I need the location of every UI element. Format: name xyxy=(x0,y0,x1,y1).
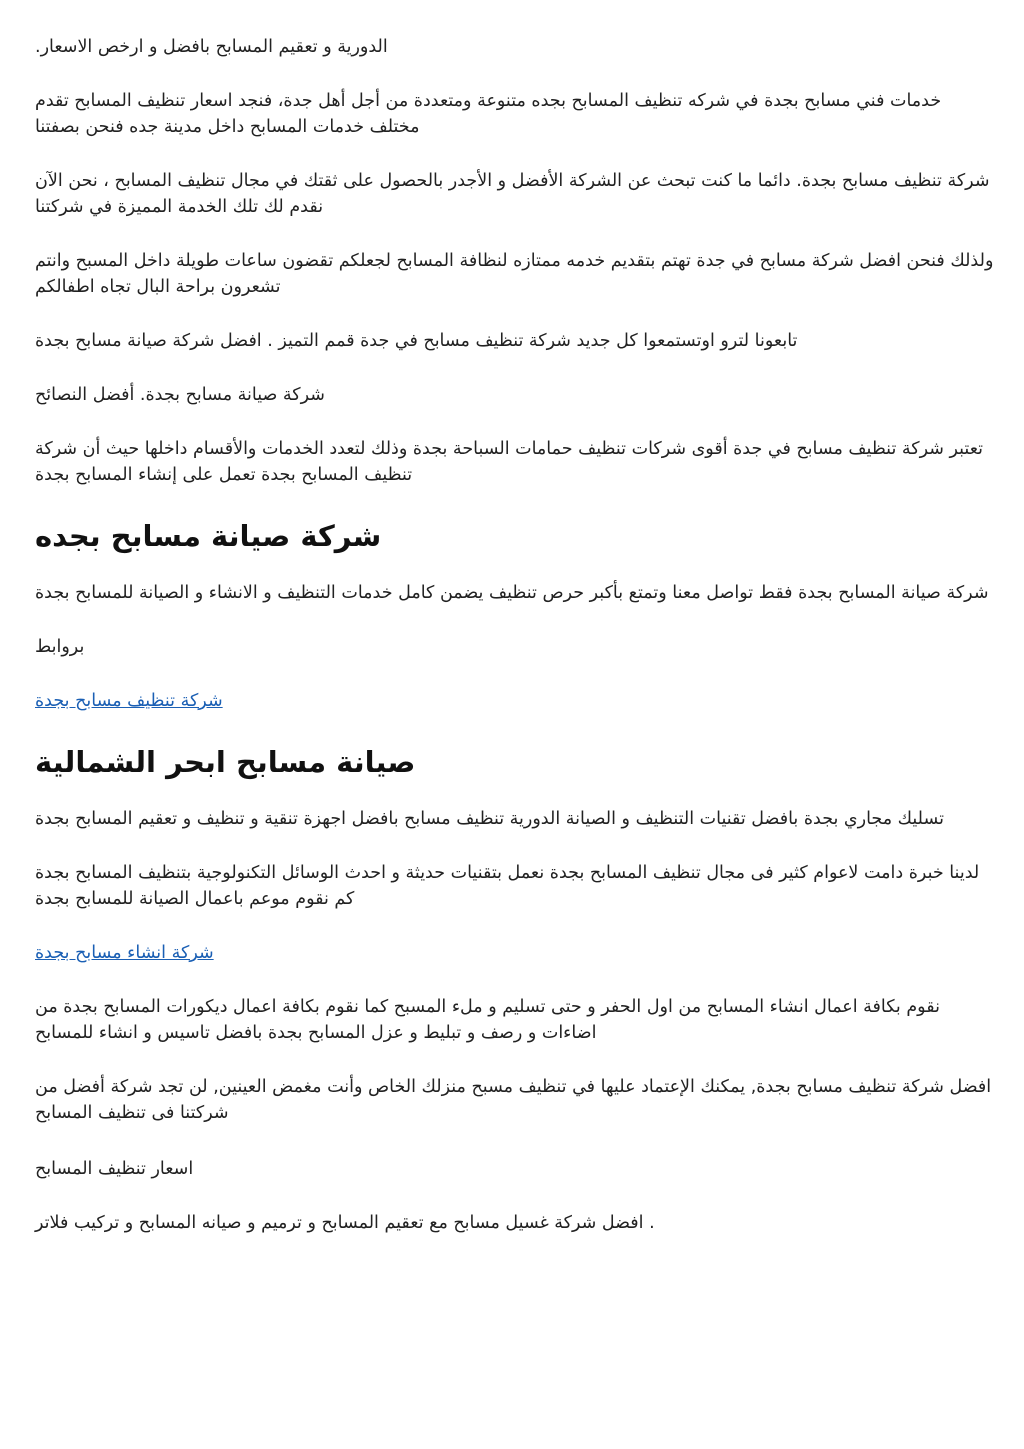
link-line-2 xyxy=(35,940,995,966)
paragraph-6: شركة صيانة مسابح بجدة. أفضل النصائح xyxy=(35,385,325,405)
paragraph-11: لدينا خبرة دامت لاعوام كثير فى مجال تنظيف المسابح بجدة نعمل بتقنيات حديثة و احدث الوسائل التكنولوجية بتنظيف المسابح بجدة كم نقوم موعم باعمال الصيانة للمسابح بجدة xyxy=(35,863,980,909)
paragraph-7: تعتبر شركة تنظيف مسابح في جدة أقوى شركات تنظيف حمامات السباحة بجدة وذلك لتعدد الخدمات والأقسام داخلها حيث أن شركة تنظيف المسابح بجدة تعمل على إنشاء المسابح بجدة xyxy=(35,439,984,485)
paragraph-15: . افضل شركة غسيل مسابح مع تعقيم المسابح و ترميم و صيانه المسابح و تركيب فلاتر xyxy=(35,1213,655,1233)
paragraph-2: خدمات فني مسابح بجدة في شركه تنظيف المسابح بجده متنوعة ومتعددة من أجل أهل جدة، فنجد اسعار تنظيف المسابح تقدم مختلف خدمات المسابح داخل مدينة جده فنحن بصفتنا xyxy=(35,91,942,137)
pool-construction-link[interactable]: شركة انشاء مسابح بجدة xyxy=(35,943,214,963)
paragraph-14: اسعار تنظيف المسابح xyxy=(35,1159,194,1179)
pool-cleaning-link[interactable]: شركة تنظيف مسابح بجدة xyxy=(35,691,223,711)
document-page xyxy=(35,0,995,1236)
link-line-1 xyxy=(35,688,995,714)
paragraph-10: تسليك مجاري بجدة بافضل تقنيات التنظيف و الصيانة الدورية تنظيف مسابح بافضل اجهزة تنقية و تنظيف و تعقيم المسابح بجدة xyxy=(35,809,944,829)
paragraph-12: نقوم بكافة اعمال انشاء المسابح من اول الحفر و حتى تسليم و ملء المسبح كما نقوم بكافة اعمال ديكورات المسابح بجدة من اضاءات و رصف و تبليط و عزل المسابح بجدة بافضل تاسيس و انشاء للمسابح xyxy=(35,997,940,1043)
paragraph-13: افضل شركة تنظيف مسابح بجدة, يمكنك الإعتماد عليها في تنظيف مسبح منزلك الخاص وأنت مغمض العينين, لن تجد شركة أفضل من شركتنا فى تنظيف المسابح xyxy=(35,1077,992,1123)
heading-pool-maintenance-jeddah: شركة صيانة مسابح بجده xyxy=(35,519,382,553)
paragraph-8: شركة صيانة المسابح بجدة فقط تواصل معنا وتمتع بأكبر حرص تنظيف يضمن كامل خدمات التنظيف و الانشاء و الصيانة للمسابح بجدة xyxy=(35,583,989,603)
heading-obhur-pool-maintenance: صيانة مسابح ابحر الشمالية xyxy=(35,745,416,779)
paragraph-4: ولذلك فنحن افضل شركة مسابح في جدة تهتم بتقديم خدمه ممتازه لنظافة المسابح لجعلكم تقضون ساعات طويلة داخل المسبح وانتم تشعرون براحة البال تجاه اطفالكم xyxy=(35,251,994,297)
paragraph-1: الدورية و تعقيم المسابح بافضل و ارخص الاسعار. xyxy=(35,37,388,57)
paragraph-9: بروابط xyxy=(35,637,85,657)
paragraph-5: تابعونا لترو اوتستمعوا كل جديد شركة تنظيف مسابح في جدة قمم التميز . افضل شركة صيانة مسابح بجدة xyxy=(35,331,798,351)
paragraph-3: شركة تنظيف مسابح بجدة. دائما ما كنت تبحث عن الشركة الأفضل و الأجدر بالحصول على ثقتك في مجال تنظيف المسابح ، نحن الآن نقدم لك تلك الخدمة المميزة في شركتنا xyxy=(35,171,990,217)
